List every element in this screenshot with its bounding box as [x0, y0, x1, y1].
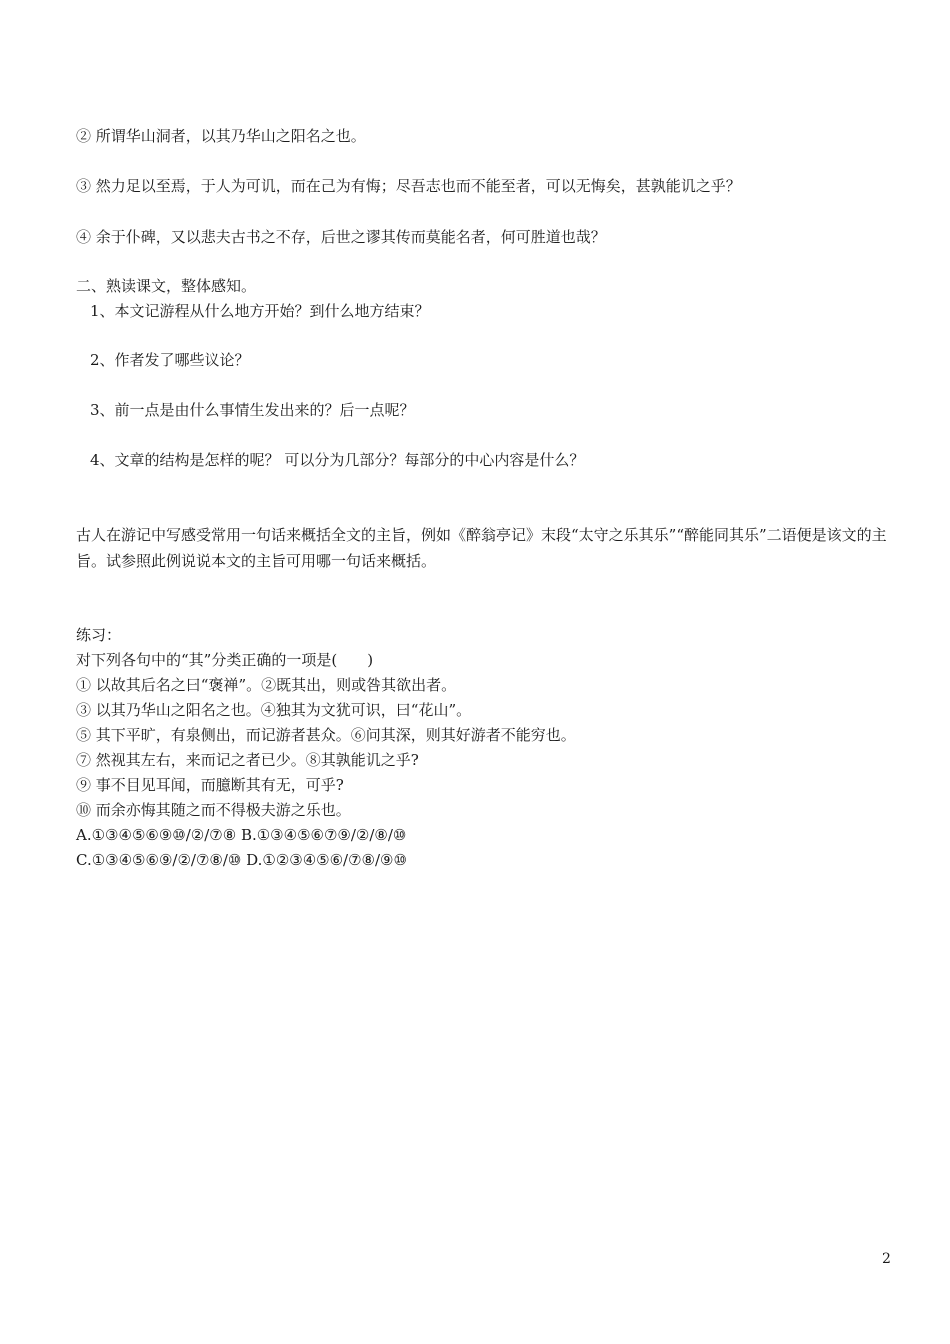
exercise-item: ③ 以其乃华山之阳名之也。④独其为文犹可识，曰“花山”。: [76, 701, 472, 719]
exercise-prompt: 对下列各句中的“其”分类正确的一项是( ): [76, 651, 374, 669]
summary-paragraph: 古人在游记中写感受常用一句话来概括全文的主旨，例如《醉翁亭记》末段“太守之乐其乐”“醉能同其乐”二语便是该文的主旨。试参照此例说说本文的主旨可用哪一句话来概括。: [76, 526, 887, 570]
exercise-item: ① 以故其后名之曰“褒禅”。②既其出，则或咎其欲出者。: [76, 676, 457, 694]
question-4: 4、文章的结构是怎样的呢？ 可以分为几部分？每部分的中心内容是什么？: [90, 451, 585, 469]
question-2: 2、作者发了哪些议论？: [90, 351, 250, 369]
answer-options-ab: A.①③④⑤⑥⑨⑩/②/⑦⑧ B.①③④⑤⑥⑦⑨/②/⑧/⑩: [76, 826, 407, 844]
sentence-4: ④ 余于仆碑，又以悲夫古书之不存，后世之谬其传而莫能名者，何可胜道也哉？: [76, 228, 606, 246]
question-1: 1、本文记游程从什么地方开始？到什么地方结束？: [90, 302, 430, 320]
answer-options-cd: C.①③④⑤⑥⑨/②/⑦⑧/⑩ D.①②③④⑤⑥/⑦⑧/⑨⑩: [76, 851, 407, 869]
exercise-item: ⑦ 然视其左右，来而记之者已少。⑧其孰能讥之乎?: [76, 751, 419, 769]
exercise-item: ⑨ 事不目见耳闻，而臆断其有无，可乎?: [76, 776, 344, 794]
page-number: 2: [882, 1251, 891, 1267]
exercise-title: 练习：: [76, 626, 122, 644]
exercise-item: ⑩ 而余亦悔其随之而不得极夫游之乐也。: [76, 801, 351, 819]
exercise-item: ⑤ 其下平旷，有泉侧出，而记游者甚众。⑥问其深，则其好游者不能穷也。: [76, 726, 576, 744]
sentence-2: ② 所谓华山洞者，以其乃华山之阳名之也。: [76, 127, 366, 145]
question-3: 3、前一点是由什么事情生发出来的？后一点呢？: [90, 401, 415, 419]
section-heading: 二、熟读课文，整体感知。: [76, 277, 257, 295]
sentence-3: ③ 然力足以至焉，于人为可讥，而在己为有悔；尽吾志也而不能至者，可以无悔矣，甚孰能讥之乎？: [76, 177, 741, 195]
